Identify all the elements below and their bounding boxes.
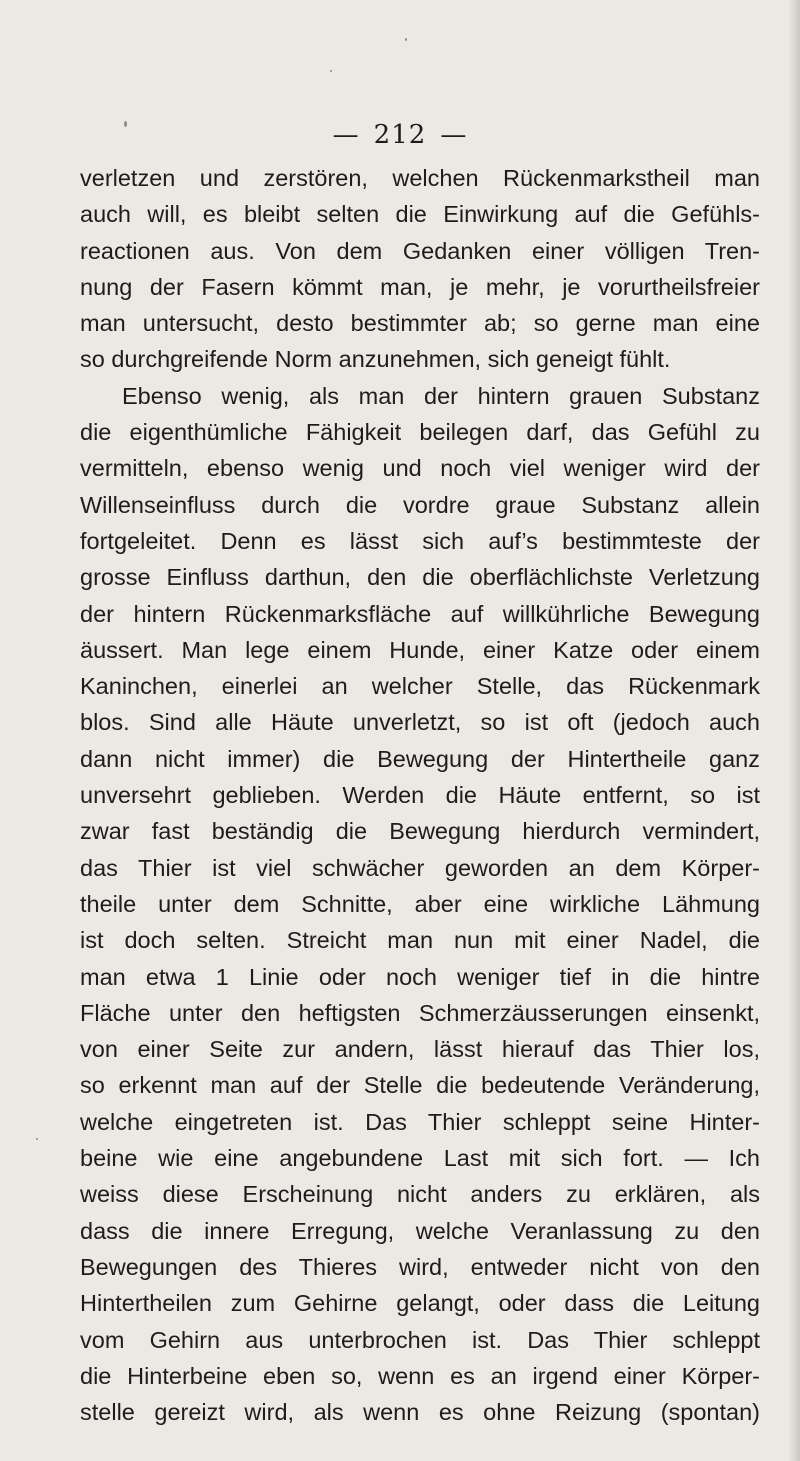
- paper-speck: [36, 1138, 38, 1140]
- page-number: 212: [373, 120, 427, 150]
- page-header: [0, 120, 800, 150]
- text-line: weiss diese Erscheinung nicht anders zu erklären, als: [80, 1181, 760, 1208]
- text-line: Bewegungen des Thieres wird, entweder nicht von den: [80, 1253, 760, 1280]
- text-line: Hintertheilen zum Gehirne gelangt, oder dass die Leitung: [80, 1290, 760, 1317]
- text-line: zwar fast beständig die Bewegung hierdurch vermindert,: [80, 818, 760, 845]
- text-line: vom Gehirn aus unterbrochen ist. Das Thier schleppt: [80, 1326, 760, 1353]
- text-line: so erkennt man auf der Stelle die bedeutende Veränderung,: [80, 1072, 760, 1099]
- text-line: fortgeleitet. Denn es lässt sich auf’s bestimmteste der: [80, 527, 760, 554]
- text-line: dass die innere Erregung, welche Veranlassung zu den: [80, 1217, 760, 1244]
- text-line: Willenseinfluss durch die vordre graue Substanz allein: [80, 491, 760, 518]
- text-line: der hintern Rückenmarksfläche auf willkührliche Bewegung: [80, 600, 760, 627]
- text-line: ist doch selten. Streicht man nun mit einer Nadel, die: [80, 927, 760, 954]
- text-line: nung der Fasern kömmt man, je mehr, je vorurtheilsfreier: [80, 273, 760, 300]
- text-line: die eigenthümliche Fähigkeit beilegen darf, das Gefühl zu: [80, 419, 760, 446]
- text-line: vermitteln, ebenso wenig und noch viel weniger wird der: [80, 455, 760, 482]
- header-dash-right: —: [440, 120, 468, 150]
- text-line: unversehrt geblieben. Werden die Häute entfernt, so ist: [80, 782, 760, 809]
- text-line: grosse Einfluss darthun, den die oberflächlichste Verletzung: [80, 564, 760, 591]
- text-line: Ebenso wenig, als man der hintern grauen Substanz: [122, 382, 760, 409]
- text-line: auch will, es bleibt selten die Einwirkung auf die Gefühls-: [80, 201, 760, 228]
- text-line: verletzen und zerstören, welchen Rückenmarkstheil man: [80, 165, 760, 191]
- body-text: [80, 160, 760, 1430]
- text-line: stelle gereizt wird, als wenn es ohne Reizung (spontan): [80, 1399, 760, 1426]
- page-edge-shadow: [788, 0, 800, 1461]
- text-line: von einer Seite zur andern, lässt hierauf das Thier los,: [80, 1036, 760, 1063]
- text-line: man untersucht, desto bestimmter ab; so gerne man eine: [80, 310, 760, 337]
- text-line: beine wie eine angebundene Last mit sich fort. — Ich: [80, 1145, 760, 1172]
- text-line: Kaninchen, einerlei an welcher Stelle, das Rückenmark: [80, 673, 760, 700]
- text-line: so durchgreifende Norm anzunehmen, sich geneigt fühlt.: [80, 346, 671, 373]
- text-line: theile unter dem Schnitte, aber eine wirkliche Lähmung: [80, 890, 760, 917]
- text-line: blos. Sind alle Häute unverletzt, so ist oft (jedoch auch: [80, 709, 760, 736]
- text-line: die Hinterbeine eben so, wenn es an irgend einer Körper-: [80, 1362, 760, 1389]
- paper-speck: [405, 38, 407, 41]
- header-dash-left: —: [332, 120, 360, 150]
- text-line: reactionen aus. Von dem Gedanken einer völligen Tren-: [80, 237, 760, 264]
- text-line: man etwa 1 Linie oder noch weniger tief in die hintre: [80, 963, 760, 990]
- paper-speck: [330, 70, 332, 72]
- text-line: das Thier ist viel schwächer geworden an dem Körper-: [80, 854, 760, 881]
- text-line: äussert. Man lege einem Hunde, einer Katze oder einem: [80, 636, 760, 663]
- text-line: welche eingetreten ist. Das Thier schleppt seine Hinter-: [80, 1108, 760, 1135]
- text-line: dann nicht immer) die Bewegung der Hintertheile ganz: [80, 745, 760, 772]
- text-line: Fläche unter den heftigsten Schmerzäusserungen einsenkt,: [80, 999, 760, 1026]
